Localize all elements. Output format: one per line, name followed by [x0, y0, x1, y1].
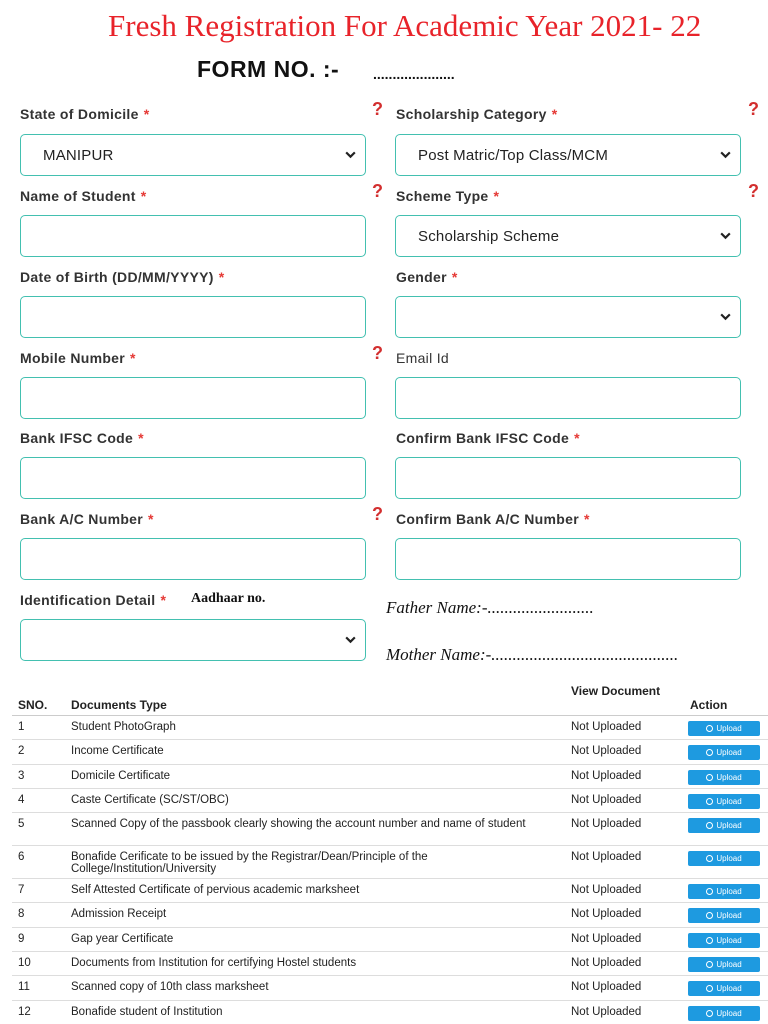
- row-document-type: Caste Certificate (SC/ST/OBC): [71, 793, 229, 806]
- chevron-down-icon: [719, 148, 732, 161]
- form-number-dots: .....................: [373, 66, 455, 82]
- row-document-type: Student PhotoGraph: [71, 721, 176, 733]
- help-icon[interactable]: ?: [748, 181, 759, 201]
- documents-table: [12, 682, 768, 1024]
- upload-icon: [706, 888, 713, 895]
- identification-detail-label: Identification Detail *: [20, 592, 167, 608]
- table-row: [12, 903, 768, 927]
- row-sno: 4: [18, 793, 25, 806]
- row-sno: 11: [18, 981, 30, 994]
- upload-button[interactable]: [688, 884, 760, 899]
- table-row: [12, 879, 768, 903]
- row-status: Not Uploaded: [571, 769, 642, 782]
- table-row: [12, 740, 768, 764]
- form-number-label: FORM NO. :-: [197, 56, 340, 82]
- upload-icon: [706, 1010, 713, 1017]
- dob-label: Date of Birth (DD/MM/YYYY) *: [20, 269, 225, 285]
- email-label: Email Id: [396, 350, 449, 366]
- documents-table-header: [12, 682, 768, 716]
- row-sno: 1: [18, 721, 25, 733]
- upload-label: Upload: [716, 887, 742, 897]
- help-icon[interactable]: ?: [372, 343, 383, 363]
- confirm-bank-account-input[interactable]: [395, 538, 741, 580]
- table-row: [12, 952, 768, 976]
- row-document-type: Admission Receipt: [71, 908, 167, 921]
- table-row: [12, 813, 768, 846]
- upload-label: Upload: [716, 796, 742, 806]
- upload-icon: [706, 774, 713, 781]
- email-input[interactable]: [395, 377, 741, 419]
- row-status: Not Uploaded: [571, 957, 642, 970]
- scholarship-category-select[interactable]: [395, 134, 741, 176]
- table-row: [12, 976, 768, 1000]
- scholarship-category-value: Post Matric/Top Class/MCM: [418, 146, 609, 164]
- required-mark: *: [218, 269, 225, 285]
- upload-icon: [706, 912, 713, 919]
- mobile-number-input[interactable]: [20, 377, 366, 419]
- table-row: [12, 846, 768, 879]
- bank-account-input[interactable]: [20, 538, 366, 580]
- upload-label: Upload: [716, 854, 742, 864]
- table-row: [12, 1001, 768, 1024]
- required-mark: *: [143, 106, 150, 122]
- gender-label: Gender *: [396, 269, 458, 285]
- required-mark: *: [551, 106, 558, 122]
- row-status: Not Uploaded: [571, 884, 642, 897]
- required-mark: *: [493, 188, 500, 204]
- row-sno: 6: [18, 851, 25, 864]
- upload-button[interactable]: [688, 794, 760, 809]
- upload-button[interactable]: [688, 908, 760, 923]
- help-icon[interactable]: ?: [748, 99, 759, 119]
- upload-button[interactable]: [688, 933, 760, 948]
- help-icon[interactable]: ?: [372, 99, 383, 119]
- scholarship-category-label: Scholarship Category *: [396, 106, 558, 122]
- row-status: Not Uploaded: [571, 851, 642, 864]
- upload-icon: [706, 855, 713, 862]
- row-document-type: Scanned Copy of the passbook clearly showing the account number and name of student: [71, 818, 526, 831]
- table-row: [12, 716, 768, 740]
- upload-label: Upload: [716, 911, 742, 921]
- upload-label: Upload: [716, 984, 742, 994]
- upload-button[interactable]: [688, 818, 760, 833]
- required-mark: *: [451, 269, 458, 285]
- row-document-type: Domicile Certificate: [71, 769, 171, 782]
- chevron-down-icon: [344, 148, 357, 161]
- upload-button[interactable]: [688, 745, 760, 760]
- state-of-domicile-select[interactable]: [20, 134, 366, 176]
- row-document-type: Bonafide Cerificate to be issued by the Registrar/Dean/Principle of the College/Institution/University: [71, 851, 428, 876]
- upload-label: Upload: [716, 960, 742, 970]
- help-icon[interactable]: ?: [372, 181, 383, 201]
- row-sno: 9: [18, 932, 25, 945]
- upload-button[interactable]: [688, 770, 760, 785]
- upload-label: Upload: [716, 748, 742, 758]
- form-number: [197, 56, 455, 83]
- page-title: Fresh Registration For Academic Year 2021- 22: [108, 8, 702, 43]
- aadhaar-note: Aadhaar no.: [191, 591, 266, 606]
- table-row: [12, 765, 768, 789]
- upload-button[interactable]: [688, 851, 760, 866]
- row-sno: 7: [18, 884, 25, 897]
- upload-button[interactable]: [688, 981, 760, 996]
- upload-icon: [706, 961, 713, 968]
- required-mark: *: [160, 592, 167, 608]
- row-status: Not Uploaded: [571, 721, 642, 733]
- header-view-document: View Document: [571, 684, 661, 698]
- state-of-domicile-label: State of Domicile *: [20, 106, 150, 122]
- row-status: Not Uploaded: [571, 981, 642, 994]
- father-name-note: Father Name:-.........................: [386, 598, 594, 617]
- header-sno: SNO.: [18, 698, 48, 712]
- row-document-type: Self Attested Certificate of pervious academic marksheet: [71, 884, 360, 897]
- dob-input[interactable]: [20, 296, 366, 338]
- help-icon[interactable]: ?: [372, 504, 383, 524]
- upload-button[interactable]: [688, 1006, 760, 1021]
- table-row: [12, 928, 768, 952]
- required-mark: *: [148, 511, 154, 527]
- row-status: Not Uploaded: [571, 793, 642, 806]
- upload-label: Upload: [716, 772, 742, 782]
- header-action: Action: [690, 698, 728, 712]
- row-sno: 10: [18, 957, 31, 970]
- required-mark: *: [140, 188, 147, 204]
- required-mark: *: [130, 350, 136, 366]
- table-row: [12, 789, 768, 813]
- row-document-type: Documents from Institution for certifying Hostel students: [71, 957, 357, 970]
- scheme-type-label: Scheme Type *: [396, 188, 500, 204]
- identification-detail-select[interactable]: [20, 619, 366, 661]
- row-sno: 3: [18, 769, 25, 782]
- upload-icon: [706, 822, 713, 829]
- row-status: Not Uploaded: [571, 1005, 642, 1018]
- header-documents-type: Documents Type: [71, 698, 167, 712]
- row-status: Not Uploaded: [571, 818, 642, 831]
- row-status: Not Uploaded: [571, 745, 642, 758]
- row-sno: 5: [18, 818, 25, 831]
- upload-label: Upload: [716, 724, 742, 733]
- row-status: Not Uploaded: [571, 932, 642, 945]
- upload-label: Upload: [716, 1008, 742, 1018]
- scheme-type-value: Scholarship Scheme: [418, 227, 560, 245]
- scheme-type-select[interactable]: [395, 215, 741, 257]
- row-sno: 8: [18, 908, 25, 921]
- student-name-input[interactable]: [20, 215, 366, 257]
- chevron-down-icon: [719, 310, 732, 323]
- chevron-down-icon: [719, 229, 732, 242]
- upload-button[interactable]: [688, 957, 760, 972]
- upload-icon: [706, 749, 713, 756]
- row-sno: 12: [18, 1005, 31, 1018]
- upload-icon: [706, 985, 713, 992]
- required-mark: *: [574, 430, 580, 446]
- bank-account-label: Bank A/C Number *: [20, 511, 154, 527]
- required-mark: *: [138, 430, 144, 446]
- upload-icon: [706, 798, 713, 805]
- bank-ifsc-label: Bank IFSC Code *: [20, 430, 144, 446]
- row-sno: 2: [18, 745, 25, 758]
- mobile-number-label: Mobile Number *: [20, 350, 136, 366]
- documents-table-body: [12, 716, 768, 1024]
- confirm-bank-ifsc-input[interactable]: [395, 457, 741, 499]
- gender-select[interactable]: [395, 296, 741, 338]
- upload-label: Upload: [716, 935, 742, 945]
- upload-icon: [706, 937, 713, 944]
- upload-button[interactable]: [688, 721, 760, 736]
- upload-label: Upload: [716, 821, 742, 831]
- chevron-down-icon: [344, 633, 357, 646]
- mother-name-note: Mother Name:-............................................: [386, 645, 679, 664]
- row-document-type: Scanned copy of 10th class marksheet: [71, 981, 269, 994]
- state-of-domicile-value: MANIPUR: [43, 146, 114, 164]
- confirm-bank-ifsc-label: Confirm Bank IFSC Code *: [396, 430, 580, 446]
- row-document-type: Gap year Certificate: [71, 932, 174, 945]
- bank-ifsc-input[interactable]: [20, 457, 366, 499]
- required-mark: *: [583, 511, 590, 527]
- row-status: Not Uploaded: [571, 908, 642, 921]
- row-document-type: Bonafide student of Institution: [71, 1005, 223, 1018]
- confirm-bank-account-label: Confirm Bank A/C Number *: [396, 511, 590, 527]
- row-document-type: Income Certificate: [71, 745, 164, 758]
- upload-icon: [706, 725, 713, 732]
- student-name-label: Name of Student *: [20, 188, 147, 204]
